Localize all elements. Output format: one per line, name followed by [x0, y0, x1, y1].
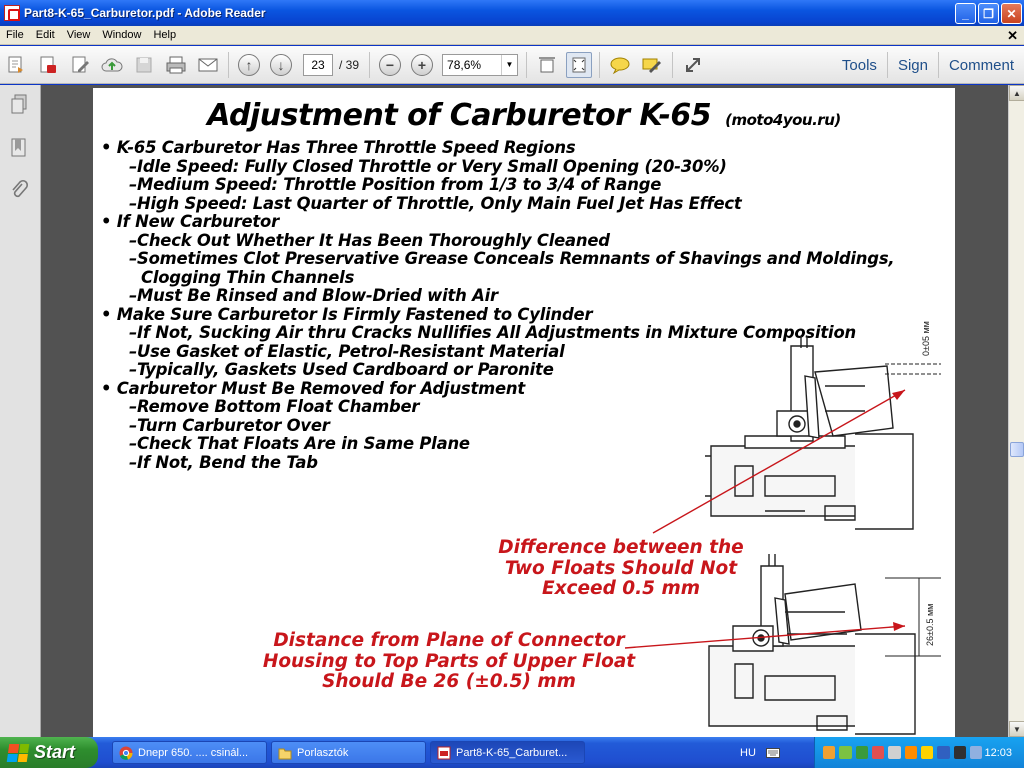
tray-app-icon[interactable]	[839, 746, 851, 759]
menu-edit[interactable]: Edit	[35, 29, 55, 41]
highlight-button[interactable]	[639, 52, 665, 78]
tools-pane-button[interactable]: Tools	[841, 56, 877, 74]
sign-pane-button[interactable]: Sign	[887, 52, 938, 78]
attachments-icon[interactable]	[9, 179, 29, 201]
toolbar	[0, 46, 1024, 84]
taskbar-item-folder[interactable]	[271, 741, 426, 764]
navigation-pane	[0, 85, 41, 737]
drawing-dimension-bottom: 26±0.5 мм	[925, 603, 935, 646]
window-titlebar	[0, 0, 1024, 26]
pdf-icon	[437, 746, 451, 760]
toolbar-separator	[672, 52, 673, 78]
vertical-scrollbar[interactable]	[1008, 85, 1024, 737]
fit-width-button[interactable]	[534, 52, 560, 78]
expand-icon	[683, 55, 703, 75]
tray-app-icon[interactable]	[937, 746, 949, 759]
toolbar-separator	[369, 52, 370, 78]
zoom-value: 78,6%	[447, 57, 482, 72]
taskbar-item-label: Part8-K-65_Carburet...	[456, 746, 568, 759]
sub-bullet-item: –Remove Bottom Float Chamber	[129, 397, 420, 416]
window-title: Part8-K-65_Carburetor.pdf - Adobe Reader	[24, 6, 266, 20]
drawing-dimension-top: 0±05 мм	[921, 321, 931, 356]
scrollbar-thumb[interactable]	[1010, 442, 1024, 457]
sub-bullet-item: –Must Be Rinsed and Blow-Dried with Air	[129, 286, 498, 305]
sub-bullet-item: –Medium Speed: Throttle Position from 1/3 to 3/4 of Range	[129, 175, 662, 194]
tray-app-icon[interactable]	[872, 746, 884, 759]
bullet-item: • If New Carburetor	[101, 212, 279, 231]
clock[interactable]: 12:03	[984, 746, 1012, 759]
zoom-select[interactable]	[442, 54, 518, 76]
maximize-button[interactable]: ❐	[978, 3, 999, 24]
create-pdf-icon	[38, 55, 58, 75]
slide-title-source: (moto4you.ru)	[725, 111, 841, 129]
language-code: HU	[740, 746, 756, 759]
caption-float-difference	[471, 538, 771, 600]
caption-line: Difference between the	[498, 537, 744, 558]
caption-line: Exceed 0.5 mm	[541, 578, 701, 599]
previous-page-button[interactable]	[236, 52, 262, 78]
cloud-upload-icon	[101, 55, 123, 75]
tray-app-icon[interactable]	[823, 746, 835, 759]
minimize-button[interactable]: _	[955, 3, 976, 24]
edit-pdf-button[interactable]	[67, 52, 93, 78]
language-indicator[interactable]	[740, 737, 780, 768]
taskbar-item-label: Dnepr 650. .... csinál...	[138, 746, 249, 759]
create-pdf-button[interactable]	[35, 52, 61, 78]
caption-line: Two Floats Should Not	[504, 557, 738, 579]
page-total: / 39	[339, 57, 360, 72]
sub-bullet-item: –Sometimes Clot Preservative Grease Conceals Remnants of Shavings and Moldings, Clogging Thin Channels	[129, 249, 895, 287]
document-viewport[interactable]	[41, 85, 1008, 737]
caption-line: Housing to Top Parts of Upper Float	[262, 650, 636, 672]
adobe-reader-icon	[4, 5, 20, 21]
bookmarks-icon[interactable]	[9, 137, 29, 159]
caption-line: Distance from Plane of Connector	[273, 630, 625, 651]
page-thumbnails-icon[interactable]	[9, 93, 29, 115]
chrome-icon	[119, 746, 133, 760]
envelope-icon	[197, 56, 219, 74]
sub-bullet-item: –High Speed: Last Quarter of Throttle, Only Main Fuel Jet Has Effect	[129, 193, 742, 213]
sticky-note-button[interactable]	[607, 52, 633, 78]
save-button[interactable]	[131, 52, 157, 78]
open-file-icon	[6, 55, 26, 75]
tray-app-icon[interactable]	[856, 746, 868, 759]
plus-icon: +	[411, 54, 433, 76]
bullet-item: • Carburetor Must Be Removed for Adjustment	[101, 378, 526, 398]
task-pane-links	[832, 46, 1024, 84]
sub-bullet-item: –Turn Carburetor Over	[129, 415, 330, 435]
menu-window[interactable]: Window	[102, 29, 142, 41]
sub-bullet-item: –Typically, Gaskets Used Cardboard or Paronite	[129, 360, 554, 379]
save-icon	[134, 55, 154, 75]
scroll-down-icon[interactable]: ▼	[1009, 721, 1024, 737]
email-button[interactable]	[195, 52, 221, 78]
menu-view[interactable]: View	[66, 29, 91, 41]
arrow-up-icon: ↑	[238, 54, 260, 76]
sub-bullet-item: –Idle Speed: Fully Closed Throttle or Very Small Opening (20-30%)	[129, 156, 727, 176]
close-document-button[interactable]: ✕	[1007, 28, 1018, 43]
sub-bullet-item: –If Not, Bend the Tab	[129, 452, 318, 472]
keyboard-icon	[766, 748, 780, 758]
tray-app-icon[interactable]	[970, 746, 982, 759]
window-controls	[955, 3, 1022, 24]
tray-app-icon[interactable]	[905, 746, 917, 759]
tray-app-icon[interactable]	[954, 746, 966, 759]
taskbar-item-chrome[interactable]	[112, 741, 267, 764]
edit-document-icon	[70, 55, 90, 75]
sub-bullet-item: –If Not, Sucking Air thru Cracks Nullifies All Adjustments in Mixture Composition	[129, 323, 856, 342]
toolbar-separator	[228, 52, 229, 78]
close-button[interactable]: ✕	[1001, 3, 1022, 24]
menu-bar	[0, 26, 1024, 45]
zoom-out-button[interactable]	[377, 52, 403, 78]
slide-title-text: Adjustment of Carburetor K-65	[207, 98, 712, 133]
sub-bullet-item: –Check Out Whether It Has Been Thoroughly Cleaned	[129, 230, 610, 250]
comment-bubble-icon	[609, 55, 631, 75]
minus-icon: −	[379, 54, 401, 76]
fit-page-icon	[569, 55, 589, 75]
arrow-down-icon: ↓	[270, 54, 292, 76]
comment-pane-button[interactable]: Comment	[938, 52, 1024, 78]
taskbar	[0, 737, 1024, 768]
fit-page-button[interactable]	[566, 52, 592, 78]
sub-bullet-item: –Check That Floats Are in Same Plane	[129, 434, 470, 453]
bullet-item: • K-65 Carburetor Has Three Throttle Speed Regions	[101, 138, 576, 157]
zoom-in-button[interactable]	[409, 52, 435, 78]
system-tray	[814, 737, 1024, 768]
toolbar-separator	[526, 52, 527, 78]
printer-icon	[165, 55, 187, 75]
highlighter-icon	[641, 55, 663, 75]
sub-bullet-item: –Use Gasket of Elastic, Petrol-Resistant Material	[129, 341, 565, 361]
taskbar-item-adobe-reader[interactable]	[430, 741, 585, 764]
menu-help[interactable]: Help	[153, 29, 177, 41]
tray-app-icon[interactable]	[888, 746, 900, 759]
tray-app-icon[interactable]	[921, 746, 933, 759]
next-page-button[interactable]	[268, 52, 294, 78]
taskbar-item-label: Porlasztók	[297, 746, 349, 759]
open-file-button[interactable]	[3, 52, 29, 78]
full-screen-button[interactable]	[680, 52, 706, 78]
bullet-item: • Make Sure Carburetor Is Firmly Fastened to Cylinder	[101, 304, 593, 324]
start-button[interactable]	[0, 737, 98, 768]
scroll-up-icon[interactable]: ▲	[1009, 85, 1024, 101]
print-button[interactable]	[163, 52, 189, 78]
chevron-down-icon[interactable]: ▼	[501, 55, 517, 75]
caption-line: Should Be 26 (±0.5) mm	[322, 671, 576, 692]
upload-cloud-button[interactable]	[99, 52, 125, 78]
pdf-page	[93, 88, 955, 737]
folder-icon	[278, 746, 292, 760]
fit-width-icon	[537, 55, 557, 75]
menu-file[interactable]: File	[6, 29, 24, 41]
toolbar-separator	[599, 52, 600, 78]
caption-float-distance	[243, 631, 655, 693]
page-number-input[interactable]: 23	[303, 54, 333, 76]
start-label: Start	[34, 742, 76, 762]
windows-logo-icon	[7, 744, 30, 762]
